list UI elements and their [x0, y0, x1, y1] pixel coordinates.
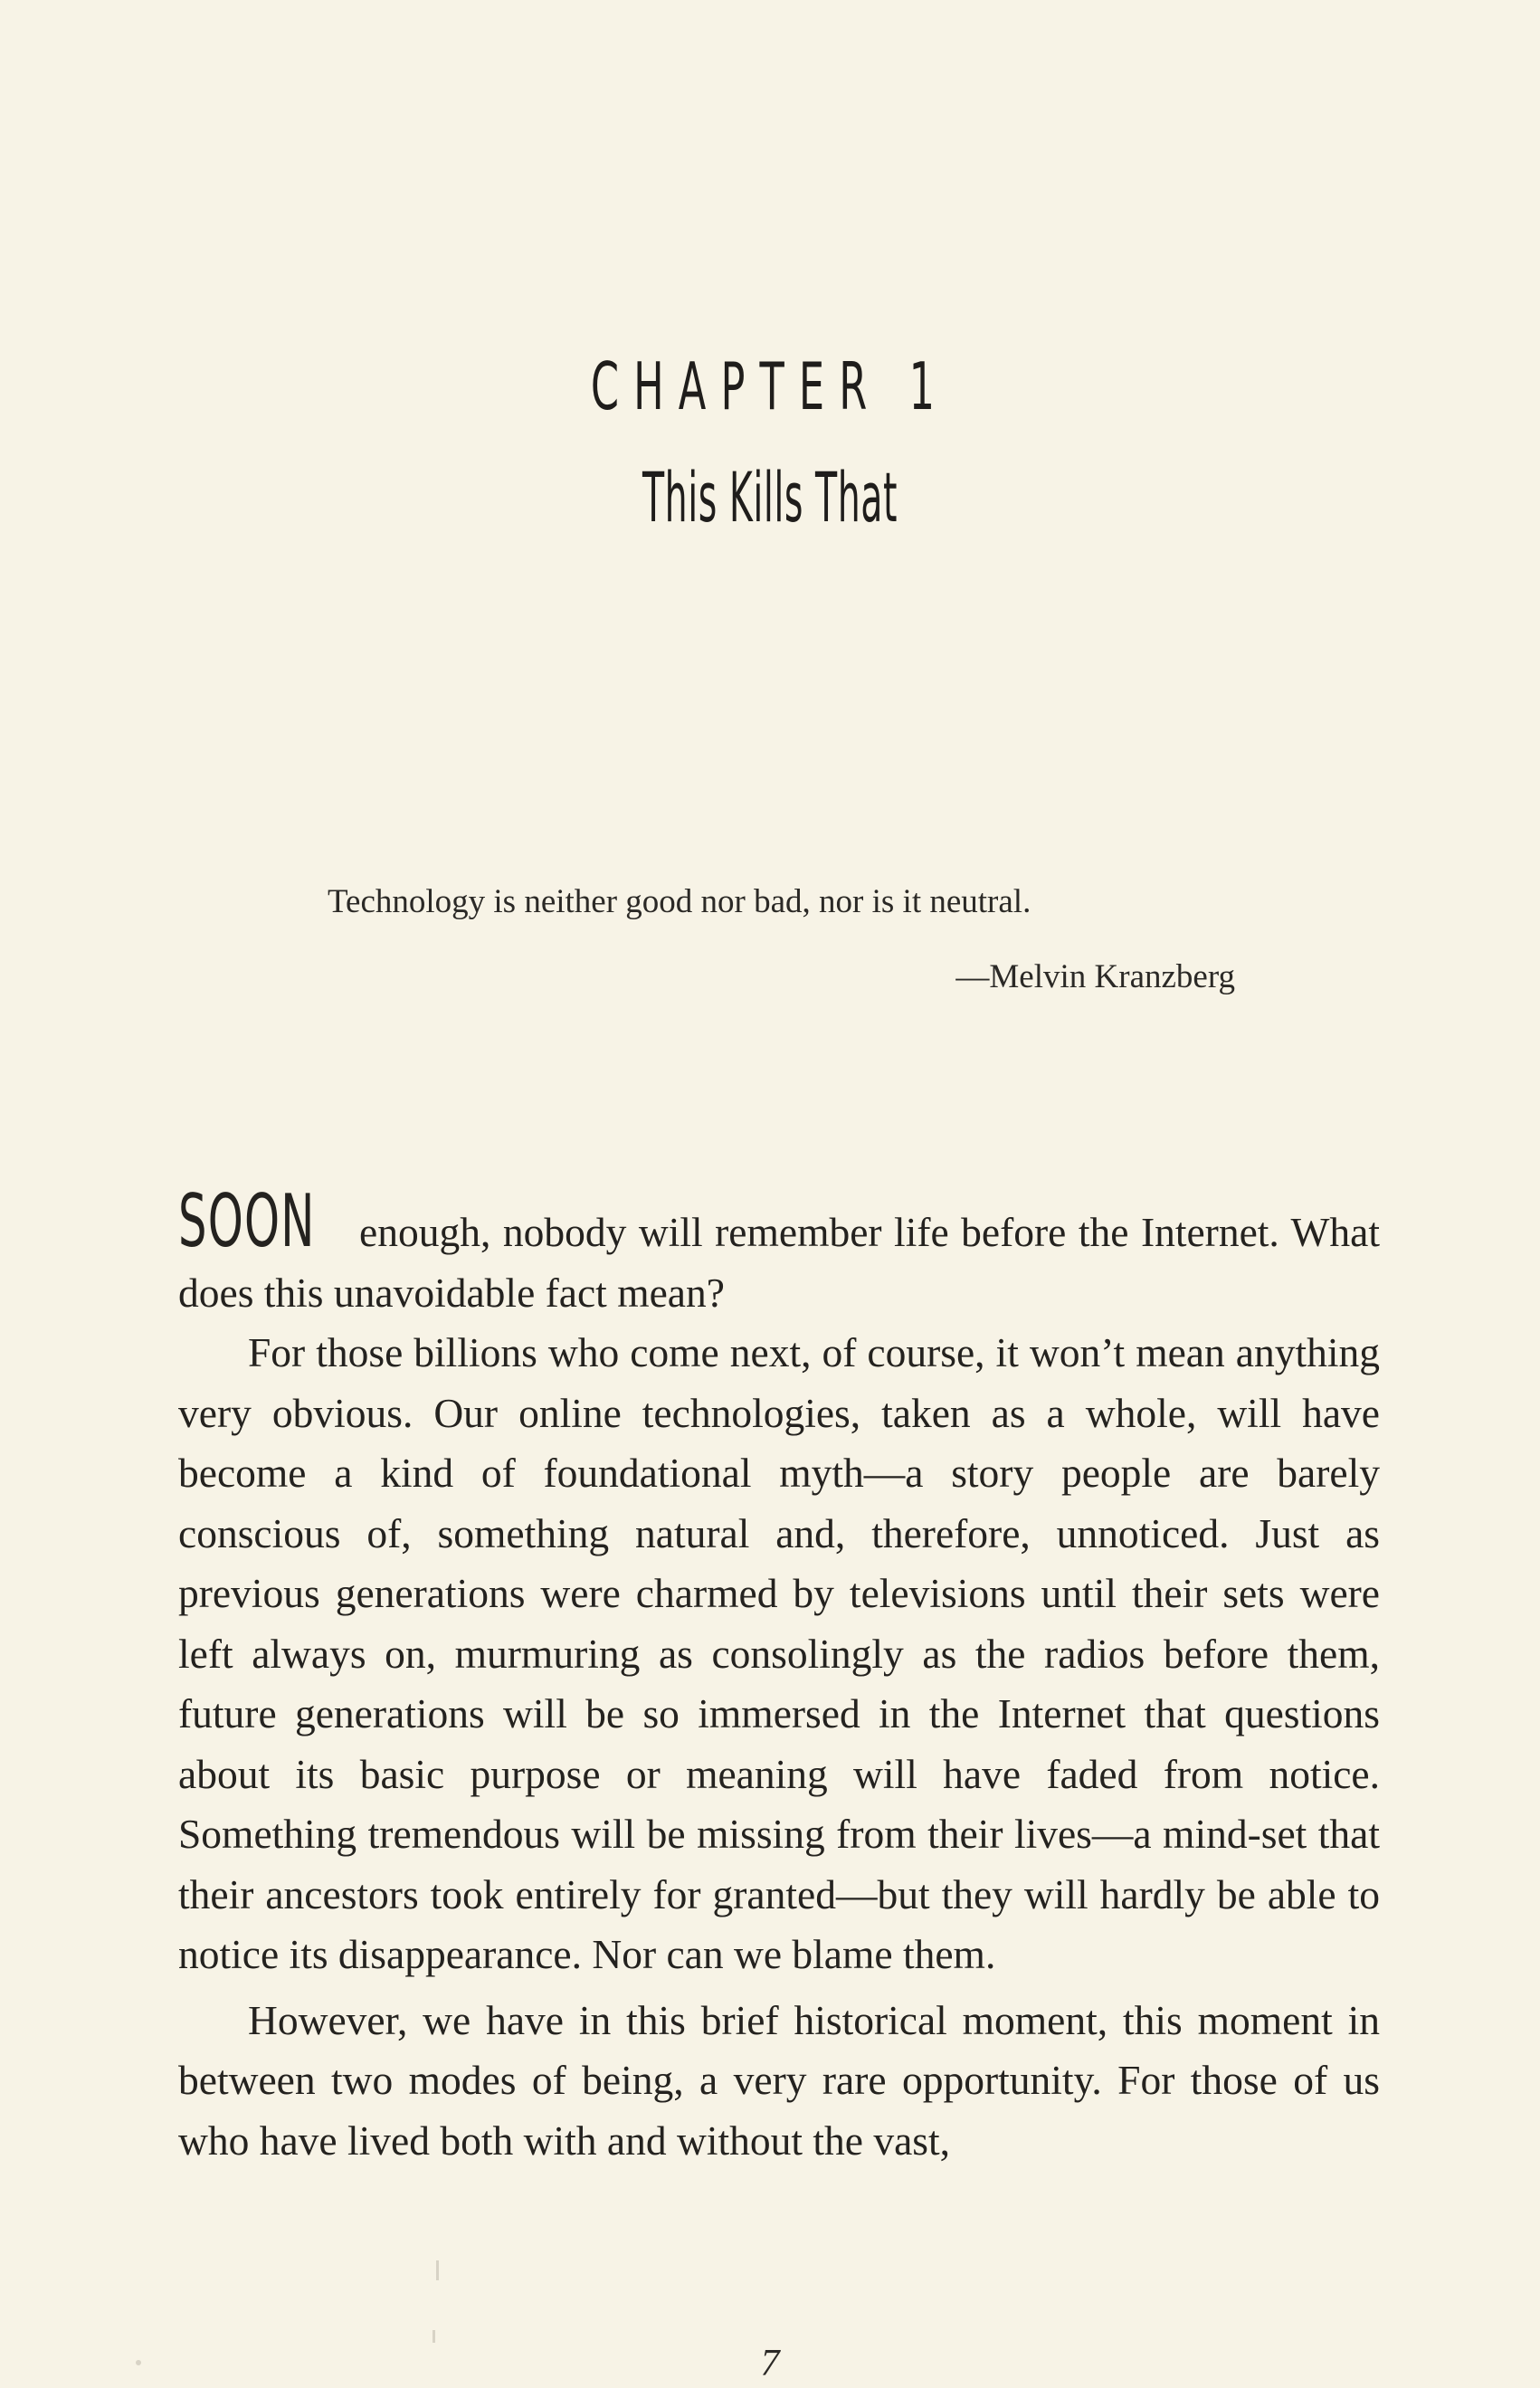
paragraph-3: However, we have in this brief historical moment, this moment in between two modes of being, a very rare opportunity. For those of us who have lived both with and without the vast, — [178, 1996, 1380, 2164]
scan-mark — [136, 2360, 141, 2365]
epigraph-attribution: —Melvin Kranzberg — [955, 958, 1235, 995]
chapter-label: CHAPTER 1 — [590, 348, 950, 424]
chapter-body — [178, 1179, 1380, 2171]
page-number: 7 — [760, 2343, 780, 2384]
paragraph-1-text: enough, nobody will remember life before the Internet. What does this unavoidable fact mean? — [178, 1209, 1380, 1316]
scan-mark — [436, 2260, 439, 2280]
epigraph-quote: Technology is neither good nor bad, nor is it neutral. — [328, 883, 1031, 920]
scan-mark — [433, 2330, 435, 2343]
paragraph-2: For those billions who come next, of course, it won’t mean anything very obvious. Our online technologies, taken as a whole, will have become a kind of foundational myth—a story people are barely conscious of, something natural and, therefore, unnoticed. Just as previous generations were charmed by televisions until their sets were left always on, murmuring as consolingly as the radios before them, future generations will be so immersed in the Internet that questions about its basic purpose or meaning will have faded from notice. Something tremendous will be missing from their lives—a mind-set that their ancestors took entirely for granted—but they will hardly be able to notice its disappearance. Nor can we blame them. — [178, 1329, 1380, 1977]
opening-word: SOON — [178, 1179, 316, 1263]
paragraph-1 — [178, 1179, 1380, 1323]
chapter-title: This Kills That — [642, 457, 898, 538]
